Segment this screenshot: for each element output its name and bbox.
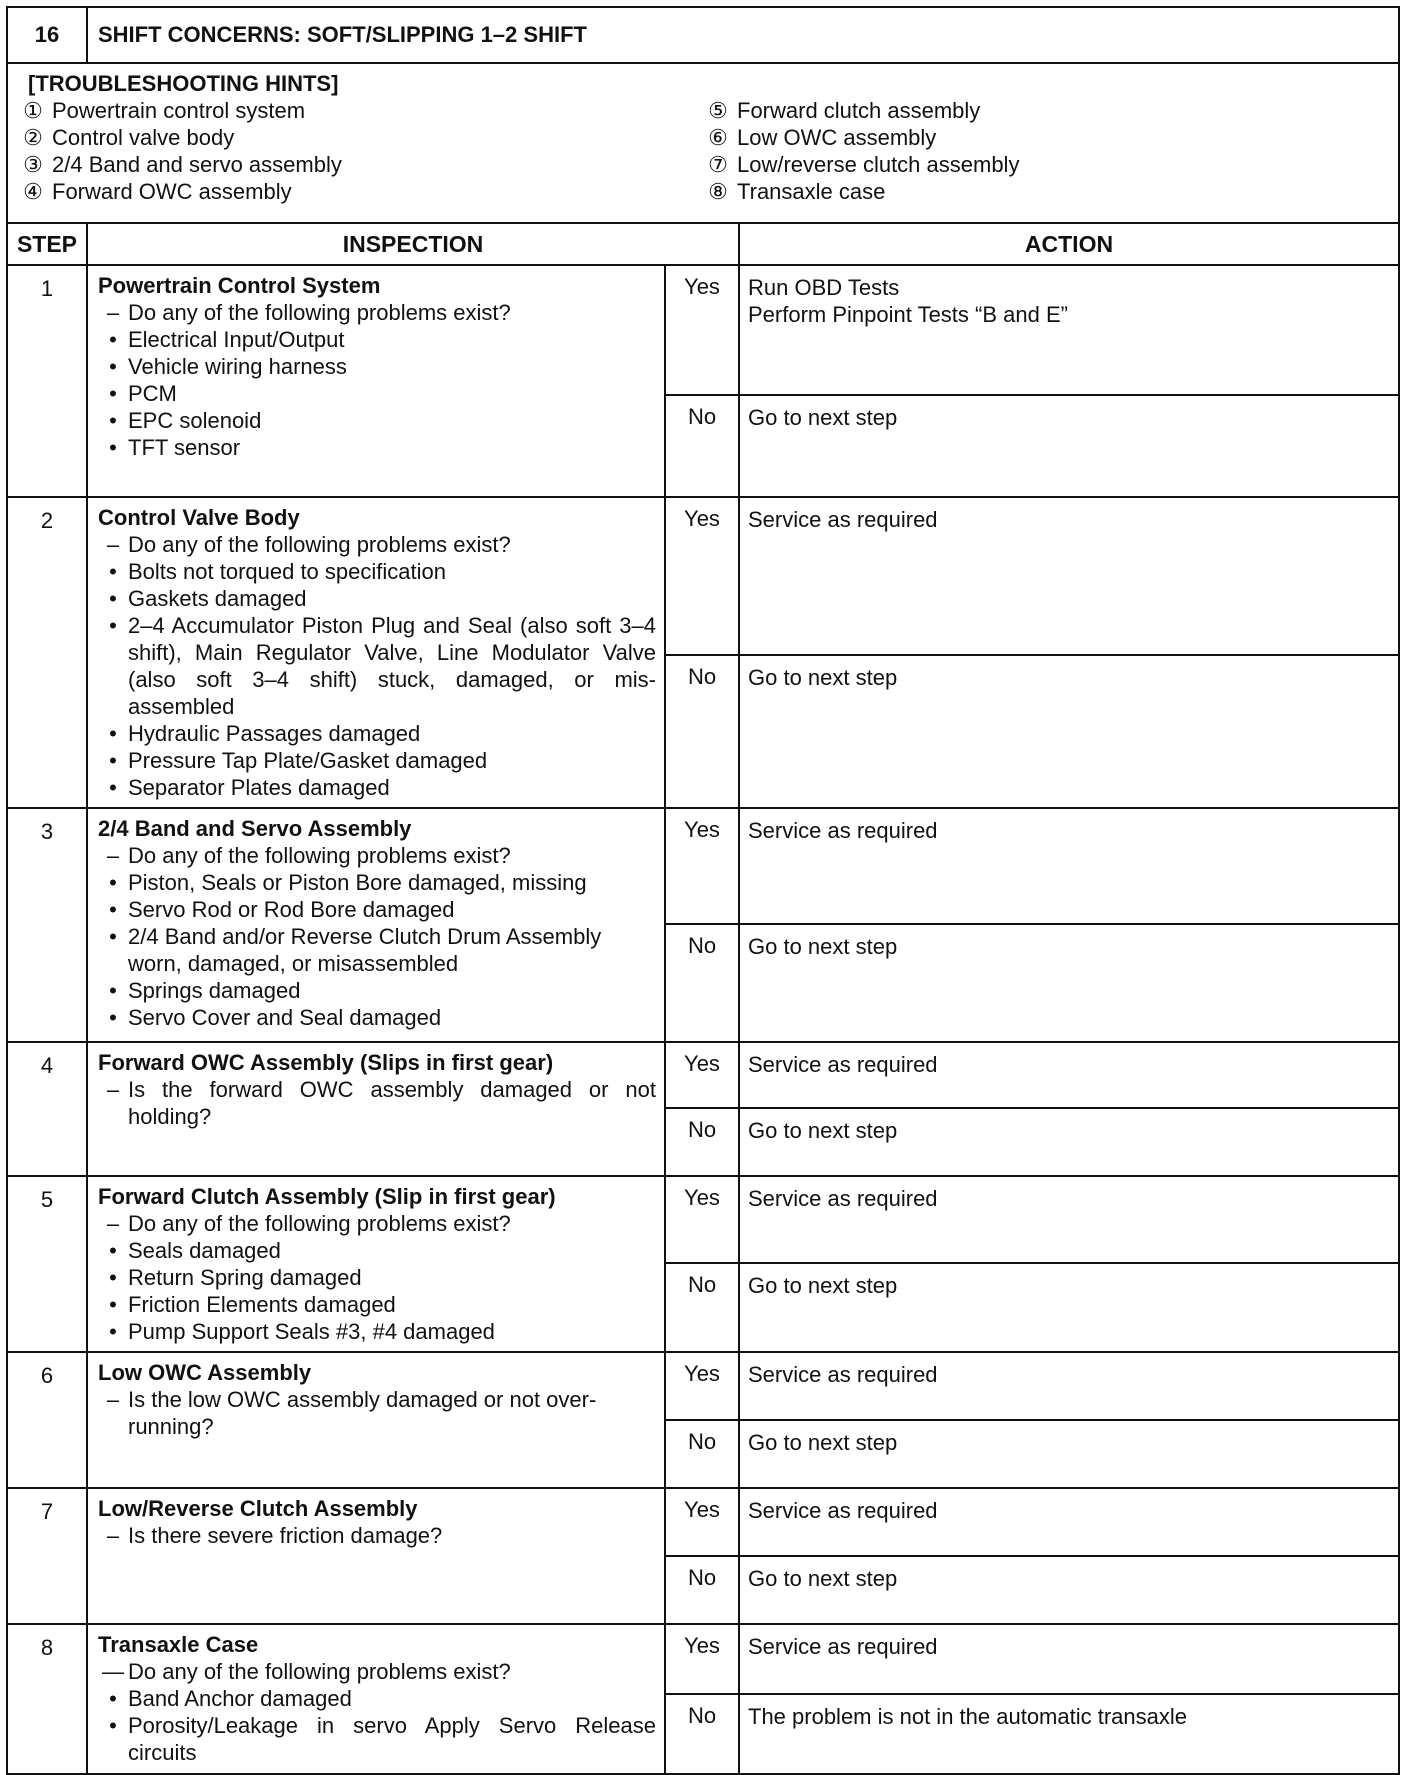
yes-no-cell [665,1624,739,1774]
step-row [7,497,1399,808]
yes-no-cell [665,1176,739,1352]
step-number: 2 [7,497,87,808]
hint-item: ⑥ Low OWC assembly [708,125,937,150]
step-number: 3 [7,808,87,1042]
step-row [7,1042,1399,1176]
step-number: 8 [7,1624,87,1774]
inspection-title: Control Valve Body [98,505,300,530]
inspection-cell: Forward Clutch Assembly (Slip in first gear) – Do any of the following problems exist? • Seals damaged • Return Spring damaged • Friction Elements damaged • Pump Support Seals #3, #4 damaged [87,1176,665,1352]
yes-no-cell [665,808,739,1042]
chart-title: SHIFT CONCERNS: SOFT/SLIPPING 1–2 SHIFT [87,7,1399,63]
inspection-cell: Transaxle Case — Do any of the following problems exist? • Band Anchor damaged • Porosity/Leakage in servo Apply Servo Release circuits [87,1624,665,1774]
step-column-header: STEP [7,223,87,265]
yes-label: Yes [666,266,738,396]
step-row [7,1176,1399,1352]
step-number: 7 [7,1488,87,1624]
action-cell [739,1488,1399,1624]
hint-item: ① Powertrain control system [23,98,306,123]
inspection-cell: Control Valve Body – Do any of the following problems exist? • Bolts not torqued to specification • Gaskets damaged • 2–4 Accumulator Piston Plug and Seal (also soft 3–4 shift), Main Regulator Valve, Line Modulator Valve (also soft 3–4 shift) stuck, damaged, or mis-assembled • Hydraulic Passages damaged • Pressure Tap Plate/Gasket damaged • Separator Plates damaged [87,497,665,808]
no-label: No [687,404,717,429]
yes-action: Run OBD Tests Perform Pinpoint Tests “B and E” [740,266,1398,396]
hint-item: ④ Forward OWC assembly [23,179,292,204]
inspection-title: Low OWC Assembly [98,1360,312,1385]
action-column-header: ACTION [739,223,1399,265]
hint-item: ⑦ Low/reverse clutch assembly [708,152,1020,177]
column-header-row [7,223,1399,265]
no-action: Go to next step [748,934,898,959]
inspection-title: Powertrain Control System [98,273,381,298]
inspection-title: Forward Clutch Assembly (Slip in first gear) [98,1184,556,1209]
inspection-title: 2/4 Band and Servo Assembly [98,816,412,841]
yes-no-cell [665,1352,739,1488]
no-label: No [687,664,717,689]
step-number: 1 [7,265,87,497]
yes-label: Yes [666,809,738,925]
action-cell [739,1624,1399,1774]
yes-action: Service as required [740,1043,1398,1109]
step-row [7,265,1399,497]
step-row [7,1624,1399,1774]
inspection-title: Forward OWC Assembly (Slips in first gear) [98,1050,554,1075]
hint-item: ② Control valve body [23,125,235,150]
step-number: 6 [7,1352,87,1488]
action-cell [739,265,1399,497]
troubleshooting-sheet [6,6,1398,1764]
no-label: No [687,1429,717,1454]
yes-action: Service as required [740,809,1398,925]
action-cell [739,1176,1399,1352]
yes-no-cell [665,265,739,497]
yes-no-cell [665,497,739,808]
action-cell [739,1352,1399,1488]
no-action: Go to next step [748,1118,898,1143]
inspection-cell: Low/Reverse Clutch Assembly – Is there severe friction damage? [87,1488,665,1624]
no-action: Go to next step [748,1430,898,1455]
yes-label: Yes [666,1625,738,1695]
yes-label: Yes [666,498,738,656]
hint-item: ⑧ Transaxle case [708,179,886,204]
chart-number: 16 [7,7,87,63]
header-row [7,7,1399,63]
hints-right-column [707,97,1392,205]
no-label: No [687,1117,717,1142]
no-action: Go to next step [748,1273,898,1298]
no-label: No [687,933,717,958]
action-cell [739,1042,1399,1176]
yes-label: Yes [666,1043,738,1109]
inspection-cell: 2/4 Band and Servo Assembly – Do any of the following problems exist? • Piston, Seals or Piston Bore damaged, missing • Servo Rod or Rod Bore damaged • 2/4 Band and/or Reverse Clutch Drum Assembly worn, damaged, or misassembled • Springs damaged • Servo Cover and Seal damaged [87,808,665,1042]
inspection-cell: Powertrain Control System – Do any of the following problems exist? • Electrical Input/Output • Vehicle wiring harness • PCM • EPC solenoid • TFT sensor [87,265,665,497]
no-label: No [687,1703,717,1728]
yes-no-cell [665,1042,739,1176]
no-action: The problem is not in the automatic transaxle [748,1704,1188,1729]
hints-row [7,63,1399,223]
step-row [7,808,1399,1042]
yes-action: Service as required [740,1625,1398,1695]
hint-item: ⑤ Forward clutch assembly [708,98,981,123]
hints-title: [TROUBLESHOOTING HINTS] [28,71,339,96]
troubleshooting-table [6,6,1400,1775]
yes-action: Service as required [740,1489,1398,1557]
inspection-cell: Low OWC Assembly – Is the low OWC assembly damaged or not over-running? [87,1352,665,1488]
inspection-title: Transaxle Case [98,1632,259,1657]
step-row [7,1488,1399,1624]
no-label: No [687,1565,717,1590]
yes-action: Service as required [740,498,1398,656]
inspection-column-header: INSPECTION [87,223,739,265]
hints-left-column [22,97,707,205]
yes-label: Yes [666,1177,738,1264]
yes-action: Service as required [740,1353,1398,1421]
yes-label: Yes [666,1489,738,1557]
step-number: 5 [7,1176,87,1352]
action-cell [739,497,1399,808]
yes-action: Service as required [740,1177,1398,1264]
hint-item: ③ 2/4 Band and servo assembly [23,152,342,177]
step-number: 4 [7,1042,87,1176]
yes-no-cell [665,1488,739,1624]
inspection-title: Low/Reverse Clutch Assembly [98,1496,418,1521]
no-action: Go to next step [748,1566,898,1591]
troubleshooting-hints [7,63,1399,223]
yes-label: Yes [666,1353,738,1421]
no-label: No [687,1272,717,1297]
inspection-cell: Forward OWC Assembly (Slips in first gear) – Is the forward OWC assembly damaged or not holding? [87,1042,665,1176]
action-cell [739,808,1399,1042]
no-action: Go to next step [748,665,898,690]
step-row [7,1352,1399,1488]
no-action: Go to next step [748,405,898,430]
